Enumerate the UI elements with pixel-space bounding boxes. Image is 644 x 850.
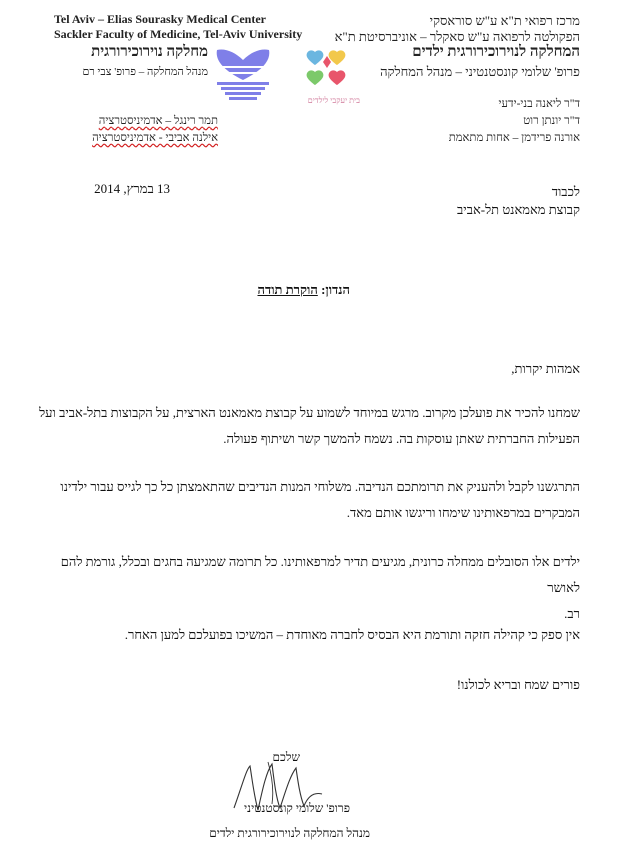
department-head-he: פרופ' שלומי קונסטנטיני – מנהל המחלקה: [380, 64, 580, 79]
staff-doctor-1: ד"ר ליאנה בני-ידעי: [498, 98, 580, 110]
paragraph-1-line-2: הפעילות החברתית שאתן עוסקות בה. נשמח להמשך קשר ושיתוף פעולה.: [223, 431, 580, 446]
letter-date: 13 במרץ, 2014: [94, 181, 170, 196]
left-department-title: מחלקה נוירוכירורגית: [91, 44, 208, 60]
signatory-name: פרופ' שלומי קונסטנטיני: [244, 801, 350, 815]
department-title-he: המחלקה לנוירוכירורגית ילדים: [412, 44, 580, 60]
paragraph-2-line-1: התרגשנו לקבל ולהעניק את תרומתכם הנדיבה. משלוחי המנות הנדיבים שהתאמצתן כל כך לגייס עבור ילדינו: [60, 479, 580, 494]
staff-doctor-2: ד"ר יונתן רוט: [523, 115, 580, 127]
paragraph-3-line-2: רב.: [564, 606, 580, 621]
staff-nurse: אורנה פרידמן – אחות מתאמת: [448, 132, 580, 144]
staff-admin-2: אילנה אביבי - אדמיניסטרציה: [92, 132, 218, 144]
childrens-house-logo: [303, 46, 351, 94]
addressee-honorific: לכבוד: [551, 184, 580, 199]
greeting: אמהות יקרות,: [511, 361, 580, 376]
hospital-name-he: מרכז רפואי ת"א ע"ש סוראסקי: [429, 13, 580, 28]
left-department-head: מנהל המחלקה – פרופ' צבי רם: [82, 66, 208, 78]
paragraph-1: [30, 400, 580, 452]
staff-admin-1: תמר רינגל – אדמיניסטרציה: [98, 115, 218, 127]
paragraph-1-line-1: שמחנו להכיר את פועלכן מקרוב. מרגש במיוחד לשמוע על קבוצת מאמאנט הארצית, על הקבוצות בתל-אביב ועל: [39, 405, 580, 420]
hospital-name-en: Tel Aviv – Elias Sourasky Medical Center: [54, 12, 267, 26]
logo-caption: בית יעקבי לילדים: [307, 96, 360, 105]
medical-center-logo: [213, 46, 273, 104]
subject-label: הנדון:: [321, 282, 350, 297]
faculty-name-he: הפקולטה לרפואה ע"ש סאקלר – אוניברסיטת ת"א: [334, 29, 580, 44]
addressee-name: קבוצת מאמאנט תל-אביב: [457, 202, 580, 217]
paragraph-3-line-1: ילדים אלו הסובלים ממחלה כרונית, מגיעים תדיר למרפאותינו. כל תרומה שמגיעה בחגים ובכלל, גורמת להם לאושר: [60, 554, 580, 595]
paragraph-2-line-2: המבקרים במרפאותינו שימחו וריגשו אותם מאד.: [346, 505, 580, 520]
paragraph-5: פורים שמח ובריא לכולנו!: [456, 677, 580, 692]
subject-line: [170, 282, 350, 298]
closing: שלכם: [272, 750, 300, 764]
paragraph-3: [30, 549, 580, 627]
subject-text: הוקרת תודה: [257, 282, 318, 297]
paragraph-4: אין ספק כי קהילה חזקה ותורמת היא הבסיס לחברה מאוחדת – המשיכו בפועלכם למען האחר.: [124, 627, 580, 642]
faculty-name-en: Sackler Faculty of Medicine, Tel-Aviv University: [54, 27, 303, 41]
paragraph-2: [30, 474, 580, 526]
signatory-title: מנהל המחלקה לנוירוכירורגית ילדים: [209, 826, 370, 840]
